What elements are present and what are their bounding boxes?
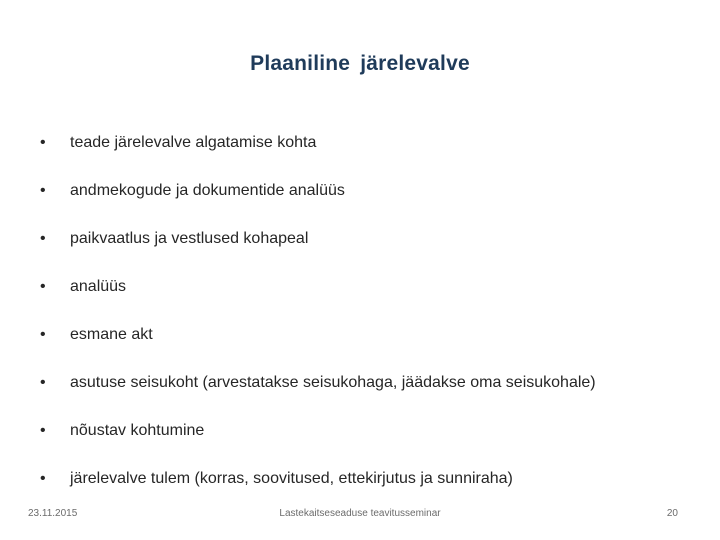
bullet-text: asutuse seisukoht (arvestatakse seisukohaga, jäädakse oma seisukohale) — [70, 374, 596, 391]
bullet-text: järelevalve tulem (korras, soovitused, ettekirjutus ja sunniraha) — [70, 470, 513, 487]
list-item — [40, 370, 700, 418]
list-item — [40, 418, 700, 466]
bullet-icon: • — [40, 134, 46, 151]
bullet-icon: • — [40, 470, 46, 487]
bullet-icon: • — [40, 230, 46, 247]
bullet-icon: • — [40, 374, 46, 391]
bullet-icon: • — [40, 422, 46, 439]
list-item — [40, 226, 700, 274]
bullet-text: analüüs — [70, 278, 127, 295]
list-item — [40, 322, 700, 370]
bullet-text: nõustav kohtumine — [70, 422, 205, 439]
bullet-icon: • — [40, 182, 46, 199]
bullet-text: esmane akt — [70, 326, 153, 343]
list-item — [40, 178, 700, 226]
list-item — [40, 274, 700, 322]
footer-title: Lastekaitseseaduse teavitusseminar — [279, 508, 441, 519]
footer-date: 23.11.2015 — [28, 508, 78, 519]
list-item — [40, 466, 700, 514]
bullet-icon: • — [40, 326, 46, 343]
list-item — [40, 130, 700, 178]
bullet-text: paikvaatlus ja vestlused kohapeal — [70, 230, 309, 247]
bullet-icon: • — [40, 278, 46, 295]
bullet-text: teade järelevalve algatamise kohta — [70, 134, 317, 151]
bullet-text: andmekogude ja dokumentide analüüs — [70, 182, 345, 199]
slide-title: Plaaniline järelevalve — [250, 52, 470, 75]
bullet-list — [40, 130, 700, 514]
page-number: 20 — [666, 508, 678, 519]
